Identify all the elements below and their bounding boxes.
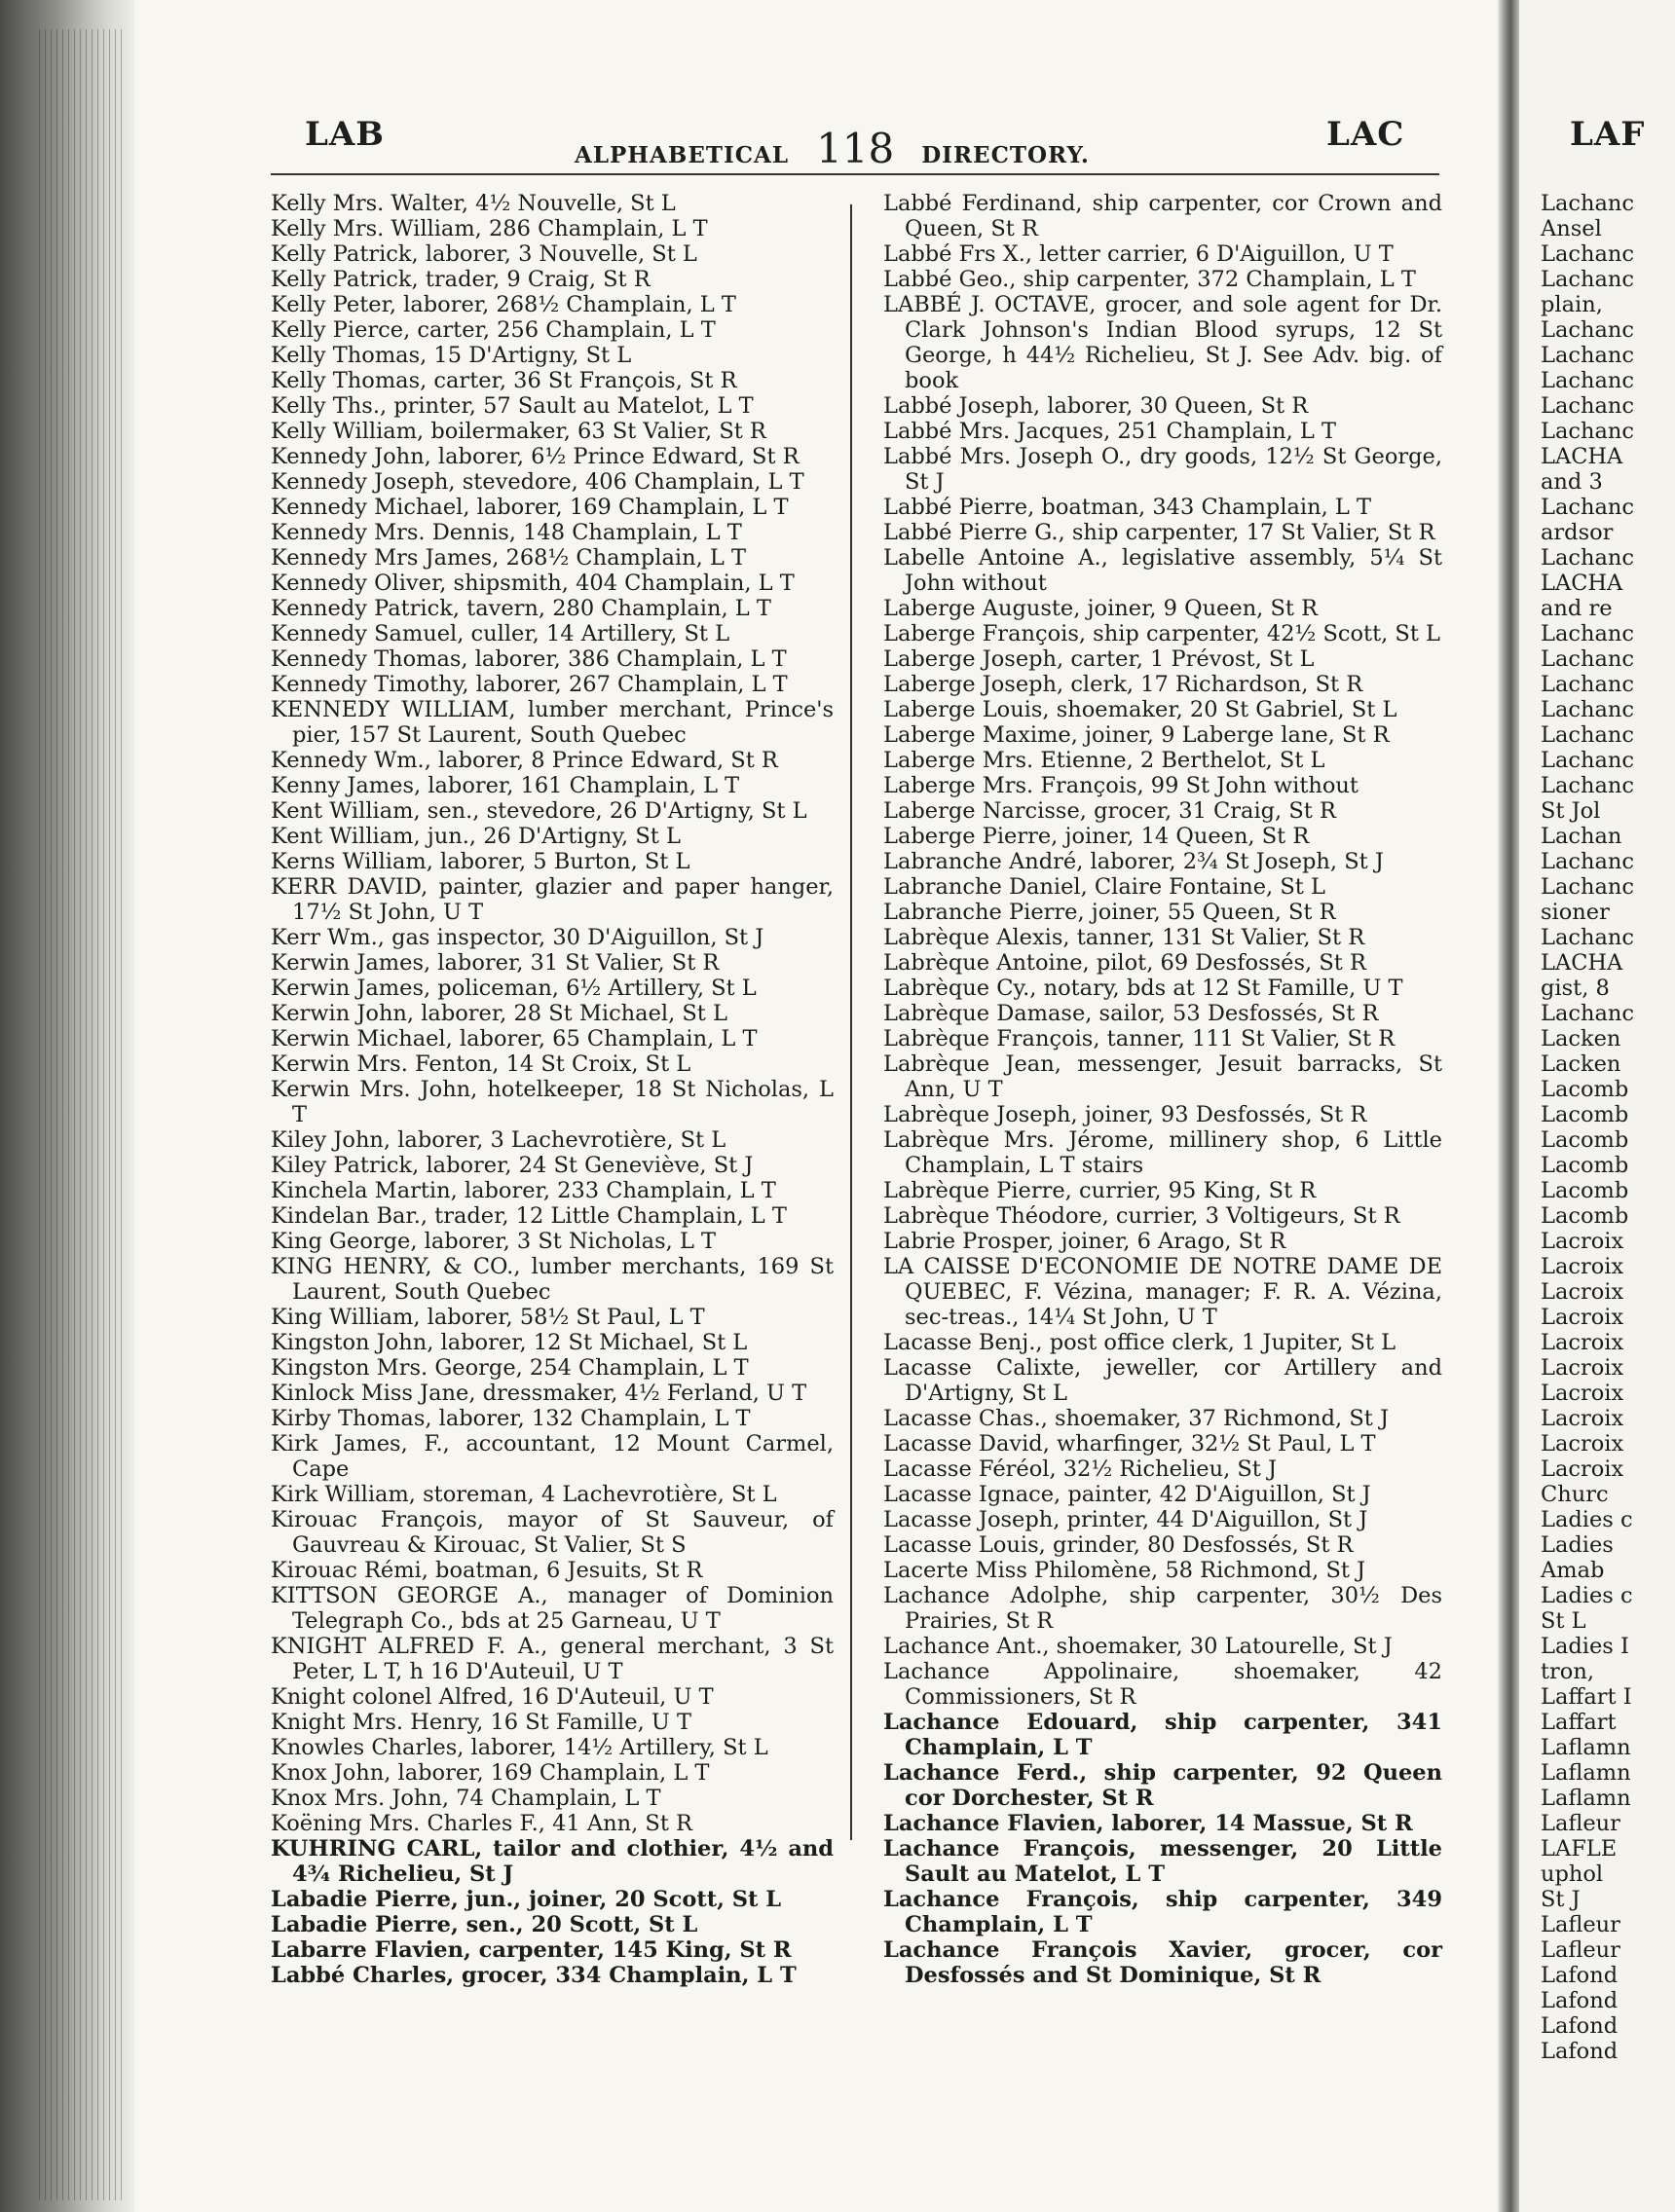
directory-entry: Kennedy Timothy, laborer, 267 Champlain, L T xyxy=(271,672,788,697)
directory-entry: Kerr Wm., gas inspector, 30 D'Aiguillon, St J xyxy=(271,925,764,950)
directory-entry: Lachance Ant., shoemaker, 30 Latourelle, St J xyxy=(883,1634,1393,1659)
directory-entry: Kelly Pierce, carter, 256 Champlain, L T xyxy=(271,317,716,343)
directory-entry: Labranche André, laborer, 2¾ St Joseph, St J xyxy=(883,849,1384,874)
running-title-left: ALPHABETICAL xyxy=(575,142,790,168)
directory-entry: LA CAISSE D'ECONOMIE DE NOTRE DAME DE QUEBEC, F. Vézina, manager; F. R. A. Vézina, sec-treas., 14¼ St John, U T xyxy=(883,1254,1442,1330)
directory-entry: Labrèque Damase, sailor, 53 Desfossés, St R xyxy=(883,1001,1379,1026)
directory-entry: Labranche Daniel, Claire Fontaine, St L xyxy=(883,874,1325,900)
running-head-right: LAC xyxy=(1326,115,1405,154)
directory-entry: Kindelan Bar., trader, 12 Little Champlain, L T xyxy=(271,1203,787,1229)
page-edges xyxy=(39,29,127,2200)
directory-entry: Kennedy Samuel, culler, 14 Artillery, St L xyxy=(271,621,730,646)
directory-entry: Lachance Flavien, laborer, 14 Massue, St R xyxy=(883,1811,1413,1836)
directory-entry: Knowles Charles, laborer, 14½ Artillery, St L xyxy=(271,1735,768,1760)
facing-page-entry: Lachanc xyxy=(1541,393,1634,419)
directory-entry: Labrèque Théodore, currier, 3 Voltigeurs, St R xyxy=(883,1203,1400,1229)
facing-page-entry: Lachanc xyxy=(1541,748,1634,773)
facing-page-entry: Lacomb xyxy=(1541,1153,1629,1178)
directory-entry: Kent William, jun., 26 D'Artigny, St L xyxy=(271,824,681,849)
directory-entry: Laberge Louis, shoemaker, 20 St Gabriel, St L xyxy=(883,697,1397,722)
directory-entry: Labelle Antoine A., legislative assembly, 5¼ St John without xyxy=(883,545,1442,596)
directory-entry: Labrèque Mrs. Jérome, millinery shop, 6 Little Champlain, L T stairs xyxy=(883,1127,1442,1178)
right-column xyxy=(883,191,1442,1988)
directory-entry: Kelly Peter, laborer, 268½ Champlain, L T xyxy=(271,292,736,317)
directory-entry: Laberge François, ship carpenter, 42½ Scott, St L xyxy=(883,621,1440,646)
directory-entry: Kennedy Thomas, laborer, 386 Champlain, L T xyxy=(271,646,787,672)
facing-page-entry: gist, 8 xyxy=(1541,976,1610,1001)
directory-entry: Labbé Pierre, boatman, 343 Champlain, L T xyxy=(883,495,1372,520)
facing-page-entry: ardsor xyxy=(1541,520,1614,545)
directory-entry: Kiley John, laborer, 3 Lachevrotière, St L xyxy=(271,1127,726,1153)
facing-page-entry: Churc xyxy=(1541,1482,1609,1507)
facing-page-entry: Lacomb xyxy=(1541,1102,1629,1127)
facing-page-entry: Laflamn xyxy=(1541,1760,1631,1786)
facing-page-entry: Laflamn xyxy=(1541,1735,1631,1760)
facing-page-entry: Lachanc xyxy=(1541,646,1634,672)
facing-page-entry: Lafleur xyxy=(1541,1937,1620,1963)
facing-page-entry: Lacken xyxy=(1541,1051,1621,1077)
facing-page-entry: Ansel xyxy=(1541,216,1602,241)
facing-page-entry: Lacomb xyxy=(1541,1203,1629,1229)
directory-entry: Kerwin Mrs. Fenton, 14 St Croix, St L xyxy=(271,1051,691,1077)
facing-page-entry: Lacroix xyxy=(1541,1330,1624,1355)
directory-entry: Kelly William, boilermaker, 63 St Valier, St R xyxy=(271,419,766,444)
facing-page-header: LAF xyxy=(1570,115,1646,154)
facing-page-entry: Lachanc xyxy=(1541,317,1634,343)
facing-page-entry: Lacroix xyxy=(1541,1406,1624,1431)
facing-page-entry: LACHA xyxy=(1541,571,1623,596)
directory-entry: Kinlock Miss Jane, dressmaker, 4½ Ferland, U T xyxy=(271,1381,807,1406)
facing-page-entry: Lachanc xyxy=(1541,241,1634,267)
facing-page-entry: St Jol xyxy=(1541,798,1601,824)
directory-entry: Lachance Ferd., ship carpenter, 92 Queen cor Dorchester, St R xyxy=(883,1760,1442,1811)
directory-entry: Lacasse Benj., post office clerk, 1 Jupiter, St L xyxy=(883,1330,1396,1355)
facing-page-entry: Ladies I xyxy=(1541,1634,1629,1659)
directory-entry: Kerwin James, laborer, 31 St Valier, St R xyxy=(271,950,720,976)
directory-entry: Lacasse Calixte, jeweller, cor Artillery and D'Artigny, St L xyxy=(883,1355,1442,1406)
book-gutter xyxy=(1498,0,1519,2212)
directory-entry: Kinchela Martin, laborer, 233 Champlain, L T xyxy=(271,1178,776,1203)
directory-entry: Kingston Mrs. George, 254 Champlain, L T xyxy=(271,1355,749,1381)
directory-entry: Labbé Frs X., letter carrier, 6 D'Aiguillon, U T xyxy=(883,241,1394,267)
running-head-left: LAB xyxy=(305,115,386,154)
facing-page-entry: Lacroix xyxy=(1541,1381,1624,1406)
facing-page-entry: Lafond xyxy=(1541,1963,1619,1988)
directory-entry: Kennedy Mrs. Dennis, 148 Champlain, L T xyxy=(271,520,742,545)
facing-page-entry: Amab xyxy=(1541,1558,1605,1583)
directory-entry: Labrèque François, tanner, 111 St Valier, St R xyxy=(883,1026,1396,1051)
directory-entry: Labbé Ferdinand, ship carpenter, cor Crown and Queen, St R xyxy=(883,191,1442,241)
directory-entry: Labbé Pierre G., ship carpenter, 17 St Valier, St R xyxy=(883,520,1435,545)
directory-entry: Kennedy Michael, laborer, 169 Champlain, L T xyxy=(271,495,789,520)
directory-entry: Labrèque Cy., notary, bds at 12 St Famille, U T xyxy=(883,976,1403,1001)
directory-entry: KITTSON GEORGE A., manager of Dominion Telegraph Co., bds at 25 Garneau, U T xyxy=(271,1583,834,1634)
facing-page-entry: Lacroix xyxy=(1541,1229,1624,1254)
facing-page-entry: Lachanc xyxy=(1541,621,1634,646)
directory-entry: Laberge Maxime, joiner, 9 Laberge lane, St R xyxy=(883,722,1390,748)
header-rule xyxy=(271,173,1439,175)
directory-entry: Kerwin James, policeman, 6½ Artillery, St L xyxy=(271,976,757,1001)
facing-page-entry: Lacomb xyxy=(1541,1127,1629,1153)
directory-entry: Laberge Joseph, carter, 1 Prévost, St L xyxy=(883,646,1315,672)
directory-entry: KERR DAVID, painter, glazier and paper hanger, 17½ St John, U T xyxy=(271,874,834,925)
directory-entry: Laberge Joseph, clerk, 17 Richardson, St R xyxy=(883,672,1363,697)
directory-entry: King George, laborer, 3 St Nicholas, L T xyxy=(271,1229,717,1254)
directory-entry: KNIGHT ALFRED F. A., general merchant, 3 St Peter, L T, h 16 D'Auteuil, U T xyxy=(271,1634,834,1684)
directory-entry: Lachance François, messenger, 20 Little Sault au Matelot, L T xyxy=(883,1836,1442,1887)
directory-entry: Kelly Patrick, trader, 9 Craig, St R xyxy=(271,267,651,292)
running-title xyxy=(575,125,1198,172)
facing-page-entry: Ladies xyxy=(1541,1532,1614,1558)
facing-page-entry: Ladies c xyxy=(1541,1583,1633,1608)
facing-page-entry: Lachanc xyxy=(1541,697,1634,722)
running-title-right: DIRECTORY. xyxy=(921,142,1090,168)
directory-entry: Kerwin John, laborer, 28 St Michael, St L xyxy=(271,1001,727,1026)
directory-entry: Laberge Mrs. François, 99 St John without xyxy=(883,773,1359,798)
facing-page-entry: Lacroix xyxy=(1541,1456,1624,1482)
facing-page-entry: Ladies c xyxy=(1541,1507,1633,1532)
facing-page-entry: Laflamn xyxy=(1541,1786,1631,1811)
directory-entry: Knox Mrs. John, 74 Champlain, L T xyxy=(271,1786,661,1811)
directory-entry: Lacasse Féréol, 32½ Richelieu, St J xyxy=(883,1456,1278,1482)
directory-entry: Koëning Mrs. Charles F., 41 Ann, St R xyxy=(271,1811,692,1836)
facing-page-entry: Lachanc xyxy=(1541,874,1634,900)
directory-entry: Kerwin Mrs. John, hotelkeeper, 18 St Nicholas, L T xyxy=(271,1077,834,1127)
facing-page-entry: Lachanc xyxy=(1541,495,1634,520)
directory-entry: Kiley Patrick, laborer, 24 St Geneviève, St J xyxy=(271,1153,754,1178)
facing-page-entry: plain, xyxy=(1541,292,1603,317)
directory-entry: Lacasse Chas., shoemaker, 37 Richmond, St J xyxy=(883,1406,1389,1431)
directory-entry: Lachance François Xavier, grocer, cor Desfossés and St Dominique, St R xyxy=(883,1937,1442,1988)
facing-page-entry: Lacroix xyxy=(1541,1355,1624,1381)
directory-entry: Kirby Thomas, laborer, 132 Champlain, L T xyxy=(271,1406,751,1431)
directory-entry: Laberge Pierre, joiner, 14 Queen, St R xyxy=(883,824,1310,849)
directory-entry: Kent William, sen., stevedore, 26 D'Artigny, St L xyxy=(271,798,807,824)
directory-entry: Kennedy Joseph, stevedore, 406 Champlain, L T xyxy=(271,469,804,495)
facing-page-entry: Lafleur xyxy=(1541,1811,1620,1836)
directory-entry: Labrie Prosper, joiner, 6 Arago, St R xyxy=(883,1229,1286,1254)
directory-entry: Knox John, laborer, 169 Champlain, L T xyxy=(271,1760,710,1786)
facing-page-entry: tron, xyxy=(1541,1659,1594,1684)
directory-entry: Labbé Joseph, laborer, 30 Queen, St R xyxy=(883,393,1309,419)
facing-page xyxy=(1519,0,1675,2212)
facing-page-entry: LAFLE xyxy=(1541,1836,1618,1862)
facing-page-entry: Lachanc xyxy=(1541,722,1634,748)
facing-page-entry: Lafond xyxy=(1541,1988,1619,2013)
directory-entry: Kennedy Patrick, tavern, 280 Champlain, L T xyxy=(271,596,771,621)
page-number: 118 xyxy=(816,125,895,172)
directory-entry: Kerns William, laborer, 5 Burton, St L xyxy=(271,849,690,874)
facing-page-entry: Lacroix xyxy=(1541,1431,1624,1456)
directory-entry: Labbé Geo., ship carpenter, 372 Champlain, L T xyxy=(883,267,1416,292)
directory-entry: Kirouac Rémi, boatman, 6 Jesuits, St R xyxy=(271,1558,703,1583)
facing-page-entry: Lachanc xyxy=(1541,419,1634,444)
directory-entry: Lachance Edouard, ship carpenter, 341 Champlain, L T xyxy=(883,1710,1442,1760)
directory-entry: Labranche Pierre, joiner, 55 Queen, St R xyxy=(883,900,1336,925)
book-spine-edge xyxy=(0,0,136,2212)
directory-entry: Knight colonel Alfred, 16 D'Auteuil, U T xyxy=(271,1684,714,1710)
facing-page-entry: LACHA xyxy=(1541,444,1623,469)
facing-page-entry: Lacomb xyxy=(1541,1178,1629,1203)
directory-entry: Kirouac François, mayor of St Sauveur, of Gauvreau & Kirouac, St Valier, St S xyxy=(271,1507,834,1558)
facing-page-entry: Lacomb xyxy=(1541,1077,1629,1102)
directory-entry: Kirk William, storeman, 4 Lachevrotière, St L xyxy=(271,1482,777,1507)
directory-entry: Lachance Appolinaire, shoemaker, 42 Commissioners, St R xyxy=(883,1659,1442,1710)
directory-entry: Kennedy John, laborer, 6½ Prince Edward, St R xyxy=(271,444,800,469)
facing-page-entry: Lachanc xyxy=(1541,267,1634,292)
facing-page-entry: Lacroix xyxy=(1541,1279,1624,1305)
facing-page-entry: Lachanc xyxy=(1541,672,1634,697)
facing-page-entry: Lachanc xyxy=(1541,849,1634,874)
directory-entry: Labbé Mrs. Joseph O., dry goods, 12½ St George, St J xyxy=(883,444,1442,495)
directory-entry: Labbé Charles, grocer, 334 Champlain, L T xyxy=(271,1963,797,1988)
directory-entry: Lachance Adolphe, ship carpenter, 30½ Des Prairies, St R xyxy=(883,1583,1442,1634)
directory-entry: Kennedy Wm., laborer, 8 Prince Edward, St R xyxy=(271,748,778,773)
directory-entry: Kelly Thomas, carter, 36 St François, St R xyxy=(271,368,737,393)
facing-page-entry: Lafond xyxy=(1541,2039,1619,2064)
directory-entry: Laberge Auguste, joiner, 9 Queen, St R xyxy=(883,596,1319,621)
directory-entry: Lacasse Ignace, painter, 42 D'Aiguillon, St J xyxy=(883,1482,1371,1507)
directory-entry: Labrèque Jean, messenger, Jesuit barracks, St Ann, U T xyxy=(883,1051,1442,1102)
facing-page-entry: Lachanc xyxy=(1541,773,1634,798)
facing-page-entry: LACHA xyxy=(1541,950,1623,976)
facing-page-entry: uphol xyxy=(1541,1862,1604,1887)
facing-page-entries xyxy=(1541,191,1634,2064)
directory-entry: Kennedy Mrs James, 268½ Champlain, L T xyxy=(271,545,746,571)
directory-entry: Labadie Pierre, sen., 20 Scott, St L xyxy=(271,1912,698,1937)
directory-entry: Lacasse David, wharfinger, 32½ St Paul, L T xyxy=(883,1431,1376,1456)
facing-page-entry: Lacken xyxy=(1541,1026,1621,1051)
directory-entry: Lacasse Louis, grinder, 80 Desfossés, St R xyxy=(883,1532,1354,1558)
directory-entry: KENNEDY WILLIAM, lumber merchant, Prince's pier, 157 St Laurent, South Quebec xyxy=(271,697,834,748)
facing-page-entry: Laffart xyxy=(1541,1710,1617,1735)
directory-entry: Labarre Flavien, carpenter, 145 King, St R xyxy=(271,1937,792,1963)
directory-entry: Kirk James, F., accountant, 12 Mount Carmel, Cape xyxy=(271,1431,834,1482)
directory-entry: Kelly Mrs. Walter, 4½ Nouvelle, St L xyxy=(271,191,676,216)
facing-page-entry: Lachanc xyxy=(1541,925,1634,950)
directory-entry: Kelly Thomas, 15 D'Artigny, St L xyxy=(271,343,632,368)
directory-entry: Labadie Pierre, jun., joiner, 20 Scott, St L xyxy=(271,1887,782,1912)
directory-entry: Lacasse Joseph, printer, 44 D'Aiguillon, St J xyxy=(883,1507,1368,1532)
directory-entry: Labrèque Pierre, currier, 95 King, St R xyxy=(883,1178,1317,1203)
directory-entry: King William, laborer, 58½ St Paul, L T xyxy=(271,1305,705,1330)
facing-page-entry: sioner xyxy=(1541,900,1610,925)
facing-page-entry: Lachanc xyxy=(1541,1001,1634,1026)
directory-entry: Kennedy Oliver, shipsmith, 404 Champlain, L T xyxy=(271,571,795,596)
directory-entry: Laberge Narcisse, grocer, 31 Craig, St R xyxy=(883,798,1336,824)
directory-entry: Kenny James, laborer, 161 Champlain, L T xyxy=(271,773,740,798)
directory-entry: Labrèque Alexis, tanner, 131 St Valier, St R xyxy=(883,925,1365,950)
directory-entry: Labbé Mrs. Jacques, 251 Champlain, L T xyxy=(883,419,1337,444)
facing-page-entry: Lacroix xyxy=(1541,1254,1624,1279)
facing-page-entry: Lacroix xyxy=(1541,1305,1624,1330)
facing-page-entry: Lachanc xyxy=(1541,343,1634,368)
facing-page-entry: St J xyxy=(1541,1887,1581,1912)
directory-entry: Lacerte Miss Philomène, 58 Richmond, St J xyxy=(883,1558,1366,1583)
directory-entry: Kingston John, laborer, 12 St Michael, St L xyxy=(271,1330,748,1355)
facing-page-entry: Lachanc xyxy=(1541,545,1634,571)
facing-page-entry: Laffart I xyxy=(1541,1684,1632,1710)
facing-page-entry: and re xyxy=(1541,596,1613,621)
directory-entry: LABBÉ J. OCTAVE, grocer, and sole agent for Dr. Clark Johnson's Indian Blood syrups, 12 St George, h 44½ Richelieu, St J. See Adv. big. of book xyxy=(883,292,1442,393)
directory-entry: Labrèque Joseph, joiner, 93 Desfossés, St R xyxy=(883,1102,1367,1127)
directory-entry: Labrèque Antoine, pilot, 69 Desfossés, St R xyxy=(883,950,1366,976)
directory-entry: Lachance François, ship carpenter, 349 Champlain, L T xyxy=(883,1887,1442,1937)
column-divider xyxy=(850,204,852,1840)
facing-page-entry: Lachanc xyxy=(1541,368,1634,393)
directory-entry: KUHRING CARL, tailor and clothier, 4½ and 4¾ Richelieu, St J xyxy=(271,1836,834,1887)
facing-page-entry: St L xyxy=(1541,1608,1586,1634)
directory-entry: Laberge Mrs. Etienne, 2 Berthelot, St L xyxy=(883,748,1325,773)
directory-entry: KING HENRY, & CO., lumber merchants, 169 St Laurent, South Quebec xyxy=(271,1254,834,1305)
facing-page-entry: Lafleur xyxy=(1541,1912,1620,1937)
directory-entry: Kelly Mrs. William, 286 Champlain, L T xyxy=(271,216,708,241)
directory-entry: Kelly Ths., printer, 57 Sault au Matelot, L T xyxy=(271,393,754,419)
facing-page-entry: Lafond xyxy=(1541,2013,1619,2039)
directory-entry: Kerwin Michael, laborer, 65 Champlain, L T xyxy=(271,1026,758,1051)
facing-page-entry: and 3 xyxy=(1541,469,1603,495)
directory-entry: Kelly Patrick, laborer, 3 Nouvelle, St L xyxy=(271,241,697,267)
directory-entry: Knight Mrs. Henry, 16 St Famille, U T xyxy=(271,1710,691,1735)
facing-page-entry: Lachan xyxy=(1541,824,1622,849)
left-column xyxy=(271,191,834,1988)
facing-page-entry: Lachanc xyxy=(1541,191,1634,216)
